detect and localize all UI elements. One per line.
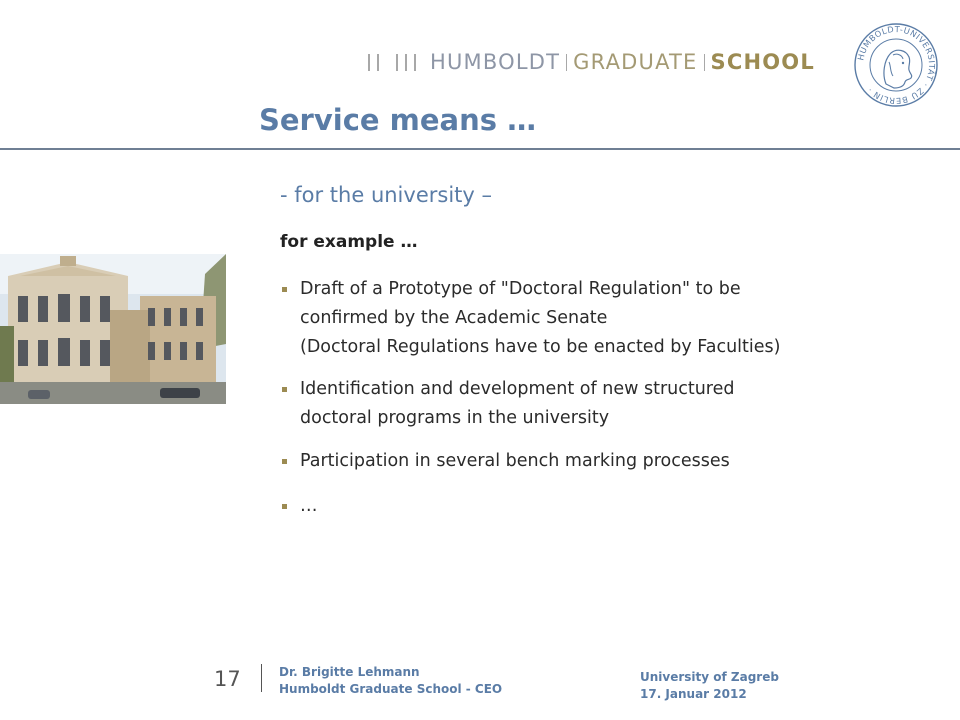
footer-role: Humboldt Graduate School - CEO <box>279 682 503 696</box>
university-building-photo <box>0 254 226 404</box>
page-title: Service means … <box>259 103 537 137</box>
footer-author-block <box>279 664 502 698</box>
title-divider <box>0 148 960 150</box>
footer-venue-block <box>640 669 779 703</box>
bullet-line: Participation in several bench marking processes <box>300 451 730 471</box>
brand-bars-icon <box>368 54 416 71</box>
humboldt-seal-icon <box>853 22 939 108</box>
brand-logo <box>368 49 815 75</box>
bullet-line: (Doctoral Regulations have to be enacted by Faculties) <box>300 337 781 357</box>
bullet-item <box>282 492 922 521</box>
svg-text:HUMBOLDT-UNIVERSITÄT · ZU BERL <box>855 24 937 106</box>
bullet-marker <box>282 287 287 292</box>
bullet-item <box>282 447 922 476</box>
bullet-line: doctoral programs in the university <box>300 408 610 428</box>
bullet-marker <box>282 504 287 509</box>
bullet-line: Draft of a Prototype of "Doctoral Regulation" to be <box>300 279 741 299</box>
bullet-item <box>282 375 922 433</box>
brand-word-graduate: GRADUATE <box>573 50 698 74</box>
bullet-line: Identification and development of new structured <box>300 379 735 399</box>
bullet-line: … <box>300 496 318 516</box>
brand-word-school: SCHOOL <box>710 50 815 74</box>
footer-divider <box>261 664 262 692</box>
intro-heading: for example … <box>280 232 418 252</box>
bullet-item <box>282 275 922 362</box>
brand-word-humboldt: HUMBOLDT <box>430 50 561 74</box>
footer-date: 17. Januar 2012 <box>640 687 747 701</box>
section-subtitle: - for the university – <box>280 183 492 207</box>
page-number: 17 <box>214 667 241 691</box>
seal-text: HUMBOLDT-UNIVERSITÄT · ZU BERLIN · <box>855 23 938 107</box>
bullet-marker <box>282 387 287 392</box>
footer-venue: University of Zagreb <box>640 670 779 684</box>
bullet-marker <box>282 459 287 464</box>
footer-author: Dr. Brigitte Lehmann <box>279 665 420 679</box>
bullet-line: confirmed by the Academic Senate <box>300 308 608 328</box>
